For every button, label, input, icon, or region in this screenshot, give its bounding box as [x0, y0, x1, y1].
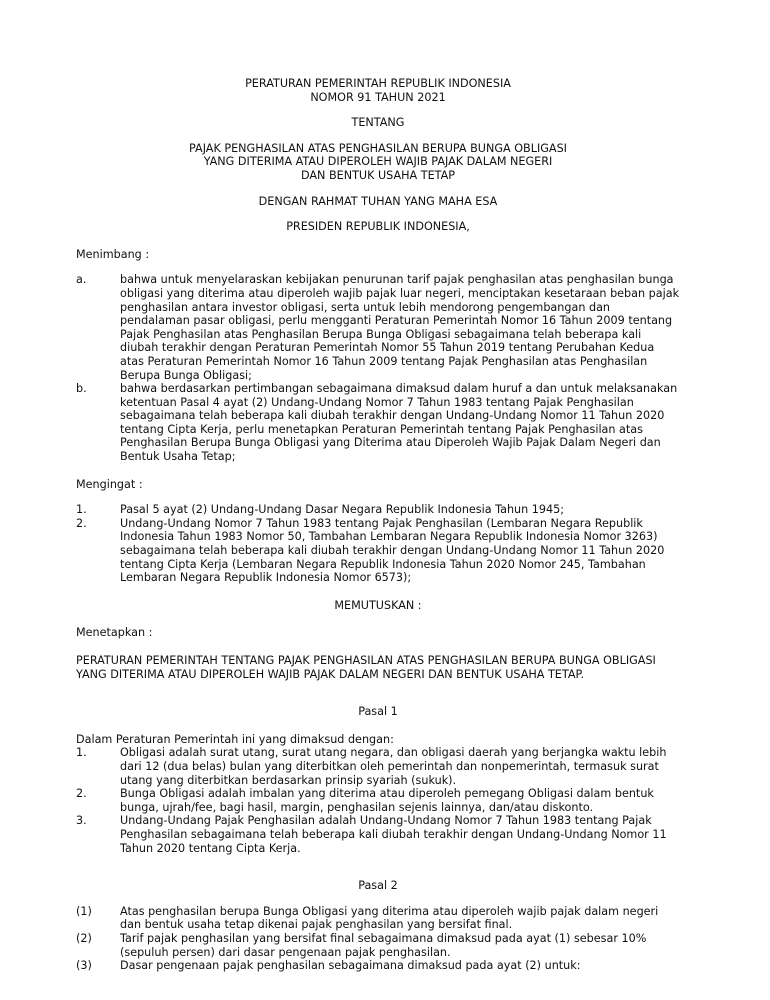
list-item	[76, 517, 680, 585]
menetapkan-text: PERATURAN PEMERINTAH TENTANG PAJAK PENGHASILAN ATAS PENGHASILAN BERUPA BUNGA OBLIGASI YANG DITERIMA ATAU DIPEROLEH WAJIB PAJAK DALAM NEGERI DAN BENTUK USAHA TETAP.	[76, 654, 656, 681]
title-line-3: DAN BENTUK USAHA TETAP	[300, 168, 456, 182]
list-item	[76, 273, 680, 382]
list-item-text: Pasal 5 ayat (2) Undang-Undang Dasar Negara Republik Indonesia Tahun 1945;	[120, 503, 565, 517]
list-item-text: Undang-Undang Nomor 7 Tahun 1983 tentang Pajak Penghasilan (Lembaran Negara Republik Indonesia Tahun 1983 Nomor 50, Tambahan Lembaran Negara Republik Indonesia Nomor 3263) sebagaimana telah beberapa kali diubah terakhir dengan Undang-Undang Nomor 11 Tahun 2020 tentang Cipta Kerja (Lembaran Negara Republik Indonesia Tahun 2020 Nomor 245, Tambahan Lembaran Negara Republik Indonesia Nomor 6573);	[120, 516, 665, 585]
list-item-number: a.	[76, 273, 87, 287]
list-item-number: 2.	[76, 787, 87, 801]
menimbang-list	[76, 273, 680, 463]
rahmat-line: DENGAN RAHMAT TUHAN YANG MAHA ESA	[258, 194, 498, 208]
list-item-text: Tarif pajak penghasilan yang bersifat final sebagaimana dimaksud pada ayat (1) sebesar 10% (sepuluh persen) dari dasar pengenaan pajak penghasilan.	[120, 931, 647, 959]
list-item	[76, 905, 680, 932]
pasal-1-heading: Pasal 1	[358, 705, 398, 719]
list-item-number: b.	[76, 382, 87, 396]
regulation-header	[76, 77, 680, 234]
list-item-text: bahwa berdasarkan pertimbangan sebagaimana dimaksud dalam huruf a dan untuk melaksanakan ketentuan Pasal 4 ayat (2) Undang-Undang Nomor 7 Tahun 1983 tentang Pajak Penghasilan sebagaimana telah beberapa kali diubah terakhir dengan Undang-Undang Nomor 11 Tahun 2020 tentang Cipta Kerja, perlu menetapkan Peraturan Pemerintah tentang Pajak Penghasilan atas Penghasilan Berupa Bunga Obligasi yang Diterima atau Diperoleh Wajib Pajak Dalam Negeri dan Bentuk Usaha Tetap;	[120, 382, 678, 464]
list-item	[76, 746, 680, 787]
mengingat-label: Mengingat :	[76, 477, 143, 491]
title-line-2: YANG DITERIMA ATAU DIPEROLEH WAJIB PAJAK DALAM NEGERI	[203, 155, 553, 169]
title-line-1: PAJAK PENGHASILAN ATAS PENGHASILAN BERUPA BUNGA OBLIGASI	[189, 141, 567, 155]
list-item-number: (3)	[76, 959, 92, 973]
mengingat-list	[76, 503, 680, 585]
list-item-number: 1.	[76, 746, 87, 760]
pasal-2-heading: Pasal 2	[358, 879, 398, 893]
list-item	[76, 959, 680, 973]
list-item-text: Dasar pengenaan pajak penghasilan sebagaimana dimaksud pada ayat (2) untuk:	[120, 959, 581, 973]
list-item-text: Undang-Undang Pajak Penghasilan adalah Undang-Undang Nomor 7 Tahun 1983 tentang Pajak Penghasilan sebagaimana telah beberapa kali diubah terakhir dengan Undang-Undang Nomor 11 Tahun 2020 tentang Cipta Kerja.	[120, 814, 667, 855]
menetapkan-label: Menetapkan :	[76, 626, 153, 640]
list-item-number: (1)	[76, 904, 92, 918]
list-item-text: Obligasi adalah surat utang, surat utang negara, dan obligasi daerah yang berjangka waktu lebih dari 12 (dua belas) bulan yang diterbitkan oleh pemerintah dan nonpemerintah, termasuk surat utang yang diterbitkan berdasarkan prinsip syariah (sukuk).	[120, 746, 667, 787]
menimbang-label: Menimbang :	[76, 247, 150, 261]
list-item-text: bahwa untuk menyelaraskan kebijakan penurunan tarif pajak penghasilan atas penghasilan bunga obligasi yang diterima atau diperoleh wajib pajak luar negeri, menciptakan kesetaraan beban pajak penghasilan antara investor obligasi, serta untuk lebih mendorong pengembangan dan pendalaman pasar obligasi, perlu mengganti Peraturan Pemerintah Nomor 16 Tahun 2009 tentang Pajak Penghasilan atas Penghasilan Berupa Bunga Obligasi sebagaimana telah beberapa kali diubah terakhir dengan Peraturan Pemerintah Nomor 55 Tahun 2019 tentang Perubahan Kedua atas Peraturan Pemerintah Nomor 16 Tahun 2009 tentang Pajak Penghasilan atas Penghasilan Berupa Bunga Obligasi;	[120, 273, 680, 382]
header-line-1: PERATURAN PEMERINTAH REPUBLIK INDONESIA	[245, 77, 511, 90]
list-item-number: (2)	[76, 931, 92, 945]
header-line-2: NOMOR 91 TAHUN 2021	[310, 90, 446, 104]
list-item-text: Atas penghasilan berupa Bunga Obligasi yang diterima atau diperoleh wajib pajak dalam negeri dan bentuk usaha tetap dikenai pajak penghasilan yang bersifat final.	[120, 904, 659, 932]
list-item-number: 3.	[76, 814, 87, 828]
pasal-2-list	[76, 905, 680, 973]
memutuskan-heading: MEMUTUSKAN :	[334, 598, 422, 612]
pasal-1-intro: Dalam Peraturan Pemerintah ini yang dimaksud dengan:	[76, 732, 394, 746]
list-item-number: 2.	[76, 516, 87, 530]
document-page	[76, 77, 680, 973]
list-item	[76, 382, 680, 464]
list-item	[76, 932, 680, 959]
list-item	[76, 814, 680, 855]
list-item	[76, 503, 680, 517]
list-item-text: Bunga Obligasi adalah imbalan yang diterima atau diperoleh pemegang Obligasi dalam bentuk bunga, ujrah/fee, bagi hasil, margin, penghasilan sejenis lainnya, dan/atau diskonto.	[120, 787, 654, 814]
tentang-label: TENTANG	[351, 116, 405, 130]
pasal-1-list	[76, 746, 680, 855]
list-item	[76, 787, 680, 814]
presiden-line: PRESIDEN REPUBLIK INDONESIA,	[286, 220, 470, 234]
list-item-number: 1.	[76, 503, 87, 517]
